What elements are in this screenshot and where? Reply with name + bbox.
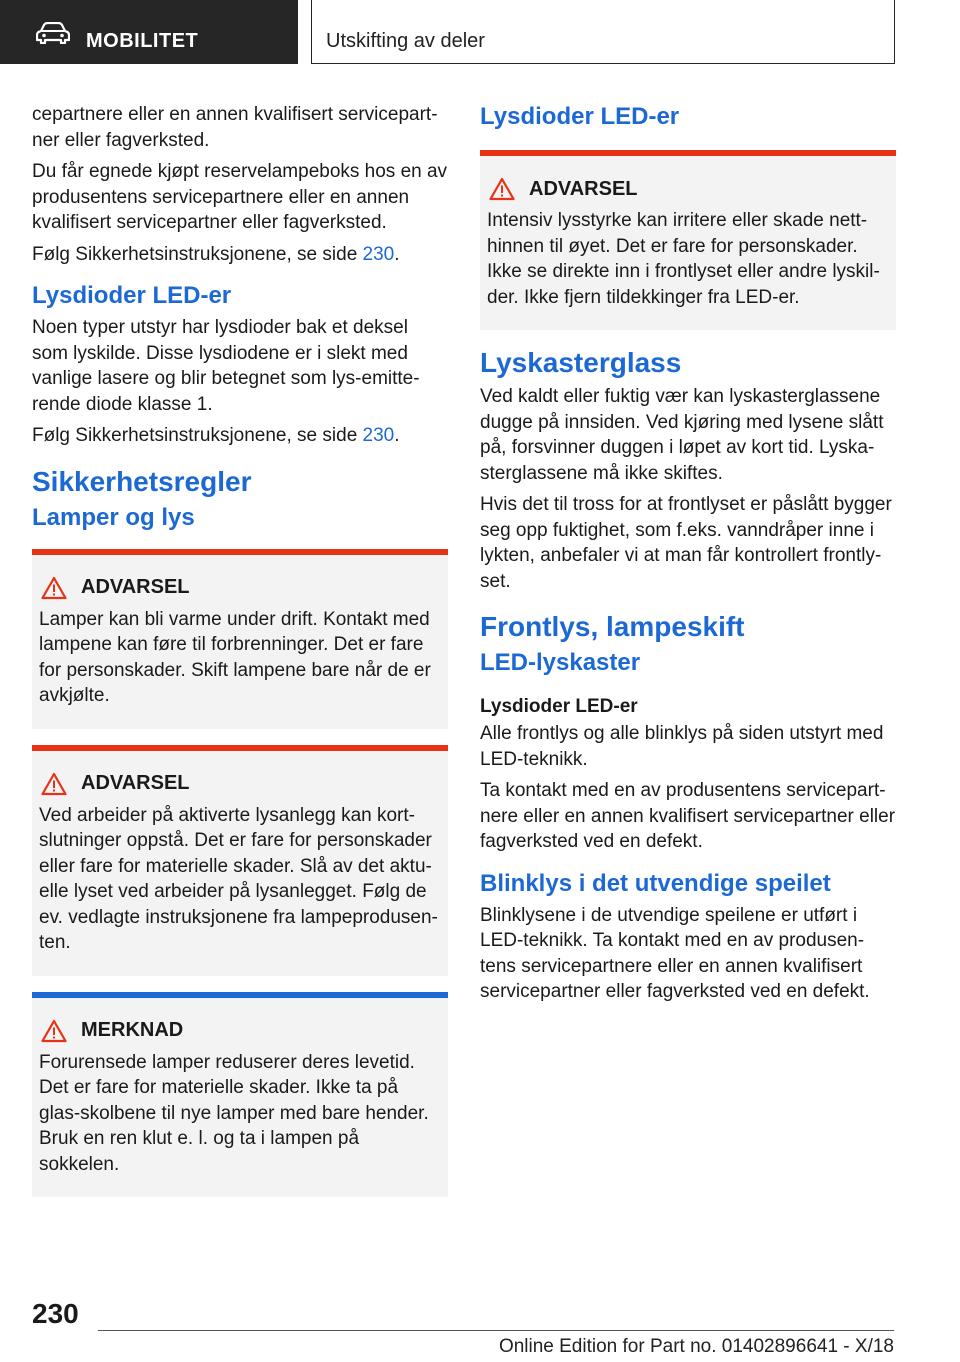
subheading-blink: Blinklys i det utvendige speilet	[480, 869, 831, 897]
subheading-led: Lysdioder LED-er	[480, 103, 680, 130]
warning-box	[32, 549, 448, 729]
page-link[interactable]: 230	[362, 425, 395, 446]
footer-edition: Online Edition for Part no. 01402896641 - X/18	[498, 1336, 894, 1357]
paragraph: Følg Sikkerhetsinstruksjonene, se side 230.	[32, 243, 400, 265]
paragraph: Ved kaldt eller fuktig vær kan lyskasterglassene dugge på innsiden. Ved kjøring med lysene slått på, forsvinner duggen i løpet av kort tid. Lyska-sterglassene må ikke skiftes.	[480, 386, 884, 484]
warning-icon	[489, 177, 515, 201]
page-link[interactable]: 230	[362, 243, 395, 265]
minor-heading: Lysdioder LED-er	[480, 696, 638, 717]
paragraph: Du får egnede kjøpt reservelampeboks hos en av produsentens servicepartnere eller en annen kvalifisert servicepartner eller fagverksted.	[32, 161, 448, 233]
warning-icon	[41, 576, 67, 600]
heading-safety: Sikkerhetsregler	[32, 465, 252, 497]
paragraph: Noen typer utstyr har lysdioder bak et deksel som lyskilde. Disse lysdiodene er i slekt med vanlige lasere og blir betegnet som lys-emitte-rende diode klasse 1.	[32, 317, 420, 415]
warning-icon	[41, 1019, 67, 1043]
warning-text: Lamper kan bli varme under drift. Kontakt med lampene kan føre til forbrenninger. Det er fare for personskader. Skift lampene bare når de er avkjølte.	[39, 608, 431, 706]
subheading-led: Lysdioder LED-er	[32, 282, 232, 309]
section-tab[interactable]	[0, 0, 298, 64]
warning-title: ADVARSEL	[529, 177, 638, 200]
warning-box	[32, 745, 448, 976]
left-column	[32, 102, 448, 1213]
warning-text: Intensiv lysstyrke kan irritere eller skade nett-hinnen til øyet. Det er fare for personskader. Ikke se direkte inn i frontlyset eller andre lyskil-der. Ikke fjern tildekkinger fra LED-er.	[487, 210, 880, 308]
chapter-title: Utskifting av deler	[326, 30, 485, 52]
page-number: 230	[32, 1298, 79, 1329]
footer-divider	[98, 1330, 894, 1331]
subheading-led-lyskaster: LED-lyskaster	[480, 649, 641, 676]
paragraph: Ta kontakt med en av produsentens servicepart-nere eller en annen kvalifisert servicepartner eller fagverksted ved en defekt.	[480, 780, 896, 852]
paragraph: Hvis det til tross for at frontlyset er påslått bygger seg opp fuktighet, som f.eks. vanndråper inne i lykten, anbefaler vi at man får kontrollert frontly-set.	[480, 494, 892, 592]
paragraph: Alle frontlys og alle blinklys på siden utstyrt med LED-teknikk.	[480, 723, 884, 770]
warning-box	[480, 150, 896, 330]
warning-text: Ved arbeider på aktiverte lysanlegg kan kort-slutninger oppstå. Det er fare for personskader eller fare for materielle skader. Slå av det aktu-elle lyset ved arbeider på lysanlegget. Følg de ev. vedlagte instruksjonene fra lampeprodusen-ten.	[39, 804, 438, 953]
heading-front: Frontlys, lampeskift	[480, 611, 745, 642]
warning-title: ADVARSEL	[81, 576, 190, 598]
chapter-tab	[311, 0, 895, 64]
paragraph: Følg Sikkerhetsinstruksjonene, se side 230.	[32, 425, 400, 446]
warning-icon	[41, 772, 67, 796]
section-label: MOBILITET	[86, 30, 199, 52]
paragraph: cepartnere eller en annen kvalifisert servicepart-ner eller fagverksted.	[32, 104, 438, 151]
note-box	[32, 992, 448, 1198]
note-text: Forurensede lamper reduserer deres levetid. Det er fare for materielle skader. Ikke ta på glas-skolbene til nye lamper med bare hender. Bruk en ren klut e. l. og ta i lampen på sokkelen.	[39, 1051, 429, 1175]
right-column	[480, 102, 896, 1011]
warning-title: ADVARSEL	[81, 772, 190, 794]
car-icon	[36, 22, 70, 44]
paragraph: Blinklysene i de utvendige speilene er utført i LED-teknikk. Ta kontakt med en av produsen-tens servicepartnere eller en annen kvalifisert servicepartner eller fagverksted ved en defekt.	[480, 904, 870, 1002]
heading-glass: Lyskasterglass	[480, 347, 682, 378]
subheading-lamps: Lamper og lys	[32, 503, 195, 531]
page-header	[0, 0, 960, 66]
note-title: MERKNAD	[81, 1019, 184, 1041]
